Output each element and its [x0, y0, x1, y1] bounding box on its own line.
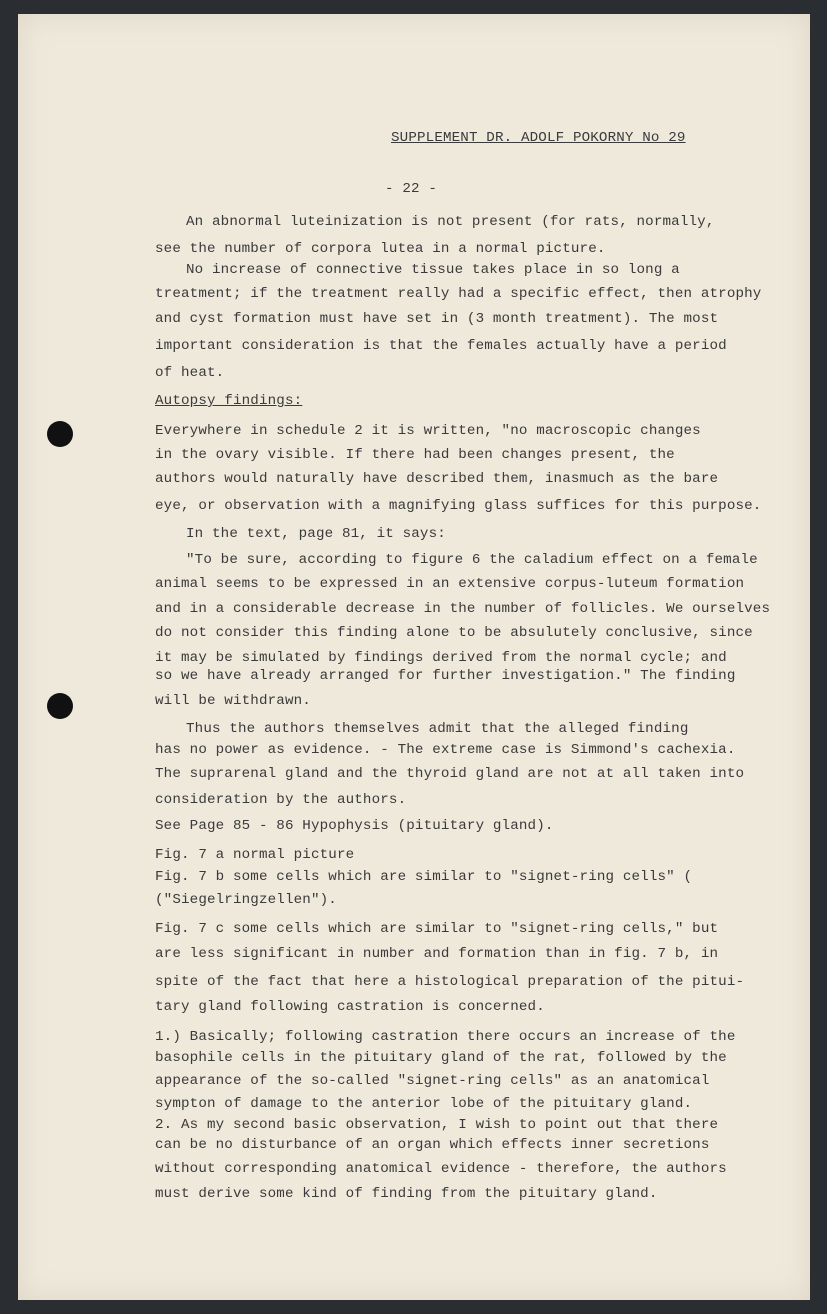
section-heading: Autopsy findings:: [155, 393, 303, 409]
text-line: "To be sure, according to figure 6 the caladium effect on a female: [186, 552, 758, 568]
text-line: eye, or observation with a magnifying glass suffices for this purpose.: [155, 498, 762, 514]
text-line: sympton of damage to the anterior lobe of the pituitary gland.: [155, 1096, 693, 1112]
text-line: must derive some kind of finding from the pituitary gland.: [155, 1186, 658, 1202]
text-line: so we have already arranged for further investigation." The finding: [155, 668, 736, 684]
text-line: do not consider this finding alone to be absulutely conclusive, since: [155, 625, 753, 641]
text-line: The suprarenal gland and the thyroid gland are not at all taken into: [155, 766, 745, 782]
page-number: - 22 -: [385, 181, 437, 197]
text-line: can be no disturbance of an organ which effects inner secretions: [155, 1137, 710, 1153]
document-header: SUPPLEMENT DR. ADOLF POKORNY No 29: [391, 130, 686, 146]
text-line: Fig. 7 a normal picture: [155, 847, 355, 863]
text-line: animal seems to be expressed in an extensive corpus-luteum formation: [155, 576, 745, 592]
text-line: 2. As my second basic observation, I wish to point out that there: [155, 1117, 719, 1133]
text-line: and in a considerable decrease in the number of follicles. We ourselves: [155, 601, 771, 617]
punch-hole: [47, 693, 73, 719]
text-line: see the number of corpora lutea in a normal picture.: [155, 241, 606, 257]
text-line: See Page 85 - 86 Hypophysis (pituitary gland).: [155, 818, 554, 834]
text-line: Everywhere in schedule 2 it is written, "no macroscopic changes: [155, 423, 701, 439]
text-line: No increase of connective tissue takes place in so long a: [186, 262, 680, 278]
text-line: are less significant in number and formation than in fig. 7 b, in: [155, 946, 719, 962]
text-line: appearance of the so-called "signet-ring cells" as an anatomical: [155, 1073, 710, 1089]
text-line: important consideration is that the females actually have a period: [155, 338, 727, 354]
text-line: treatment; if the treatment really had a specific effect, then atrophy: [155, 286, 762, 302]
text-line: 1.) Basically; following castration there occurs an increase of the: [155, 1029, 736, 1045]
text-line: Fig. 7 c some cells which are similar to "signet-ring cells," but: [155, 921, 719, 937]
text-line: consideration by the authors.: [155, 792, 407, 808]
text-line: An abnormal luteinization is not present (for rats, normally,: [186, 214, 715, 230]
text-line: ("Siegelringzellen").: [155, 892, 337, 908]
text-line: in the ovary visible. If there had been changes present, the: [155, 447, 675, 463]
text-line: basophile cells in the pituitary gland of the rat, followed by the: [155, 1050, 727, 1066]
text-line: will be withdrawn.: [155, 693, 311, 709]
text-line: of heat.: [155, 365, 225, 381]
text-line: authors would naturally have described them, inasmuch as the bare: [155, 471, 719, 487]
text-line: In the text, page 81, it says:: [186, 526, 446, 542]
text-line: and cyst formation must have set in (3 month treatment). The most: [155, 311, 719, 327]
text-line: it may be simulated by findings derived from the normal cycle; and: [155, 650, 727, 666]
text-line: spite of the fact that here a histological preparation of the pitui-: [155, 974, 745, 990]
text-line: Thus the authors themselves admit that the alleged finding: [186, 721, 689, 737]
text-line: Fig. 7 b some cells which are similar to "signet-ring cells" (: [155, 869, 693, 885]
text-line: has no power as evidence. - The extreme case is Simmond's cachexia.: [155, 742, 736, 758]
text-line: tary gland following castration is concerned.: [155, 999, 545, 1015]
punch-hole: [47, 421, 73, 447]
text-line: without corresponding anatomical evidence - therefore, the authors: [155, 1161, 727, 1177]
